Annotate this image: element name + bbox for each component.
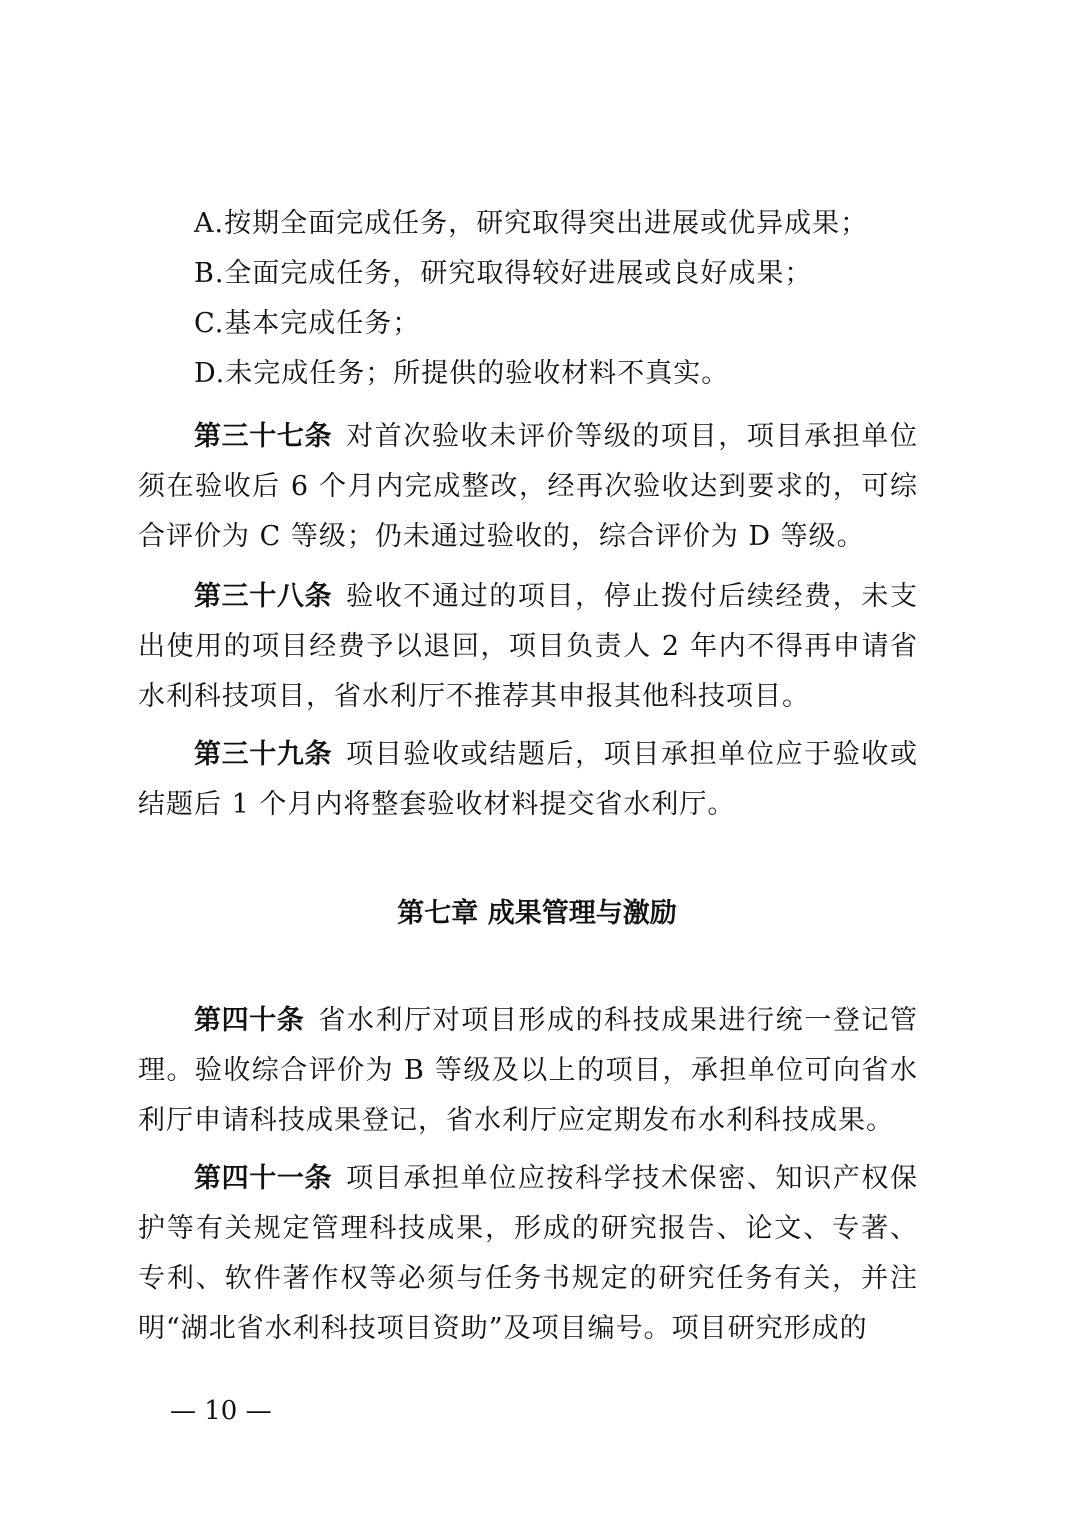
article-38 [138, 572, 918, 722]
article-39 [138, 730, 918, 830]
article-label: 第四十一条 [194, 1163, 333, 1194]
grade-option-b: B.全面完成任务，研究取得较好进展或良好成果； [194, 258, 813, 289]
article-text: 省水利厅对项目形成的科技成果进行统一登记管理。验收综合评价为 B 等级及以上的项目，承担单位可向省水利厅申请科技成果登记，省水利厅应定期发布水利科技成果。 [138, 1005, 919, 1136]
evaluation-grade-list [138, 199, 918, 399]
article-label: 第三十九条 [194, 739, 333, 770]
article-40 [138, 996, 918, 1146]
article-text: 项目承担单位应按科学技术保密、知识产权保护等有关规定管理科技成果，形成的研究报告、论文、专著、专利、软件著作权等必须与任务书规定的研究任务有关，并注明“湖北省水利科技项目资助”及项目编号。项目研究形成的 [138, 1163, 918, 1344]
article-37 [138, 412, 918, 562]
article-text: 对首次验收未评价等级的项目，项目承担单位须在验收后 6 个月内完成整改，经再次验收达到要求的，可综合评价为 C 等级；仍未通过验收的，综合评价为 D 等级。 [138, 421, 918, 552]
article-41 [138, 1154, 918, 1354]
article-text: 验收不通过的项目，停止拨付后续经费，未支出使用的项目经费予以退回，项目负责人 2 年内不得再申请省水利科技项目，省水利厅不推荐其申报其他科技项目。 [138, 581, 918, 712]
grade-option-d: D.未完成任务；所提供的验收材料不真实。 [194, 358, 730, 389]
grade-option-c: C.基本完成任务； [194, 308, 421, 339]
article-label: 第四十条 [194, 1005, 305, 1036]
page-number: — 10 — [170, 1396, 272, 1426]
article-text: 项目验收或结题后，项目承担单位应于验收或结题后 1 个月内将整套验收材料提交省水利厅。 [138, 739, 918, 820]
article-label: 第三十八条 [194, 581, 333, 612]
article-label: 第三十七条 [194, 421, 333, 452]
chapter-title: 第七章 成果管理与激励 [397, 898, 677, 929]
grade-option-a: A.按期全面完成任务，研究取得突出进展或优异成果； [194, 208, 869, 239]
